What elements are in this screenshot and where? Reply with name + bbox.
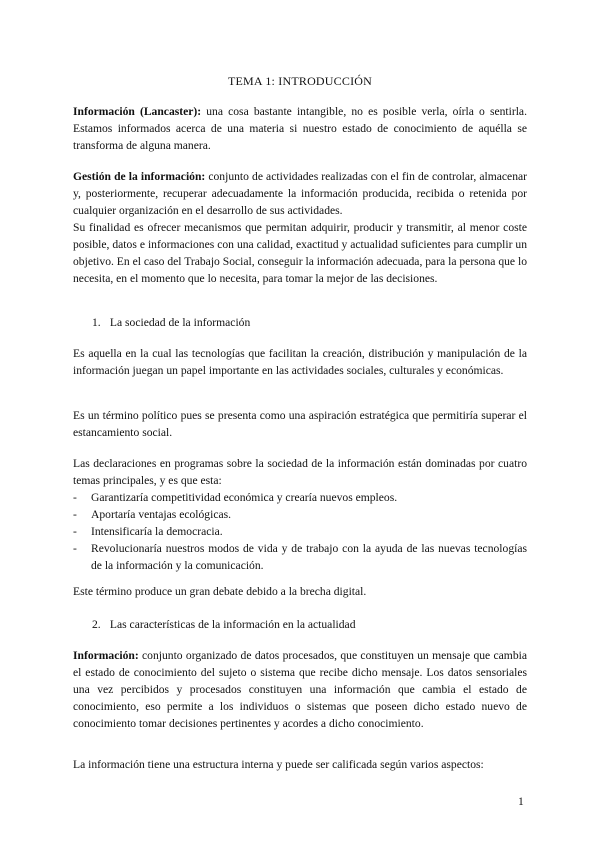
section-title: La sociedad de la información	[109, 316, 251, 329]
list-item: - Intensificaría la democracia.	[73, 523, 527, 540]
paragraph-informacion	[73, 647, 527, 732]
paragraph-informacion-text: conjunto organizado de datos procesados, que constituyen un mensaje que cambia el estado de conocimiento del sujeto o sistema que recibe dicho mensaje. Los datos sensoriales una vez percibidos y procesados constituyen una información que cambia el estado de conocimiento, eso permite a los individuos o sistemas que poseen dicho estado nuevo de conocimiento tomar decisiones pertinentes y acordes a dicho conocimiento.	[73, 649, 527, 730]
section-heading-2	[92, 616, 356, 633]
term-gestion-informacion: Gestión de la información:	[73, 170, 206, 183]
list-temas	[73, 489, 527, 574]
paragraph-gestion-text: conjunto de actividades realizadas con el fin de controlar, almacenar y, posteriormente, recuperar adecuadamente la información producida, recibida o retenida por cualquier organización en el desarrollo de sus actividades.	[73, 170, 527, 217]
list-item: - Revolucionaría nuestros modos de vida y de trabajo con la ayuda de las nuevas tecnologías de la información y la comunicación.	[73, 540, 527, 574]
section-number: 1.	[92, 316, 101, 329]
paragraph-lancaster-text: una cosa bastante intangible, no es posible verla, oírla o sentirla. Estamos informados acerca de una materia si nuestro estado de conocimiento de aquélla se transforma de alguna manera.	[73, 105, 527, 152]
term-informacion: Información:	[73, 649, 139, 662]
page-title: TEMA 1: INTRODUCCIÓN	[228, 74, 372, 88]
page-number: 1	[518, 795, 524, 808]
section-heading-1	[92, 314, 250, 331]
paragraph-sociedad-definicion: Es aquella en la cual las tecnologías que facilitan la creación, distribución y manipulación de la información juegan un papel importante en las actividades sociales, culturales y económicas.	[73, 347, 527, 377]
paragraph-termino-politico: Es un término político pues se presenta como una aspiración estratégica que permitiría superar el estancamiento social.	[73, 409, 527, 439]
list-item: - Garantizaría competitividad económica y crearía nuevos empleos.	[73, 489, 527, 506]
paragraph-finalidad: Su finalidad es ofrecer mecanismos que permitan adquirir, producir y transmitir, al menor coste posible, datos e informaciones con una calidad, exactitud y actualidad suficientes para cumplir un objetivo. En el caso del Trabajo Social, conseguir la información adecuada, para la persona que lo necesita, en el momento que lo necesita, para tomar la mejor de las decisiones.	[73, 221, 527, 285]
paragraph-lancaster	[73, 103, 527, 154]
term-informacion-lancaster: Información (Lancaster):	[73, 105, 202, 118]
paragraph-declaraciones: Las declaraciones en programas sobre la sociedad de la información están dominadas por cuatro temas principales, y es que esta:	[73, 457, 527, 487]
section-number: 2.	[92, 618, 101, 631]
section-title: Las características de la información en la actualidad	[109, 618, 356, 631]
paragraph-brecha-digital: Este término produce un gran debate debido a la brecha digital.	[73, 585, 367, 598]
paragraph-gestion	[73, 168, 527, 219]
paragraph-estructura: La información tiene una estructura interna y puede ser calificada según varios aspectos:	[73, 758, 484, 771]
list-item: - Aportaría ventajas ecológicas.	[73, 506, 527, 523]
